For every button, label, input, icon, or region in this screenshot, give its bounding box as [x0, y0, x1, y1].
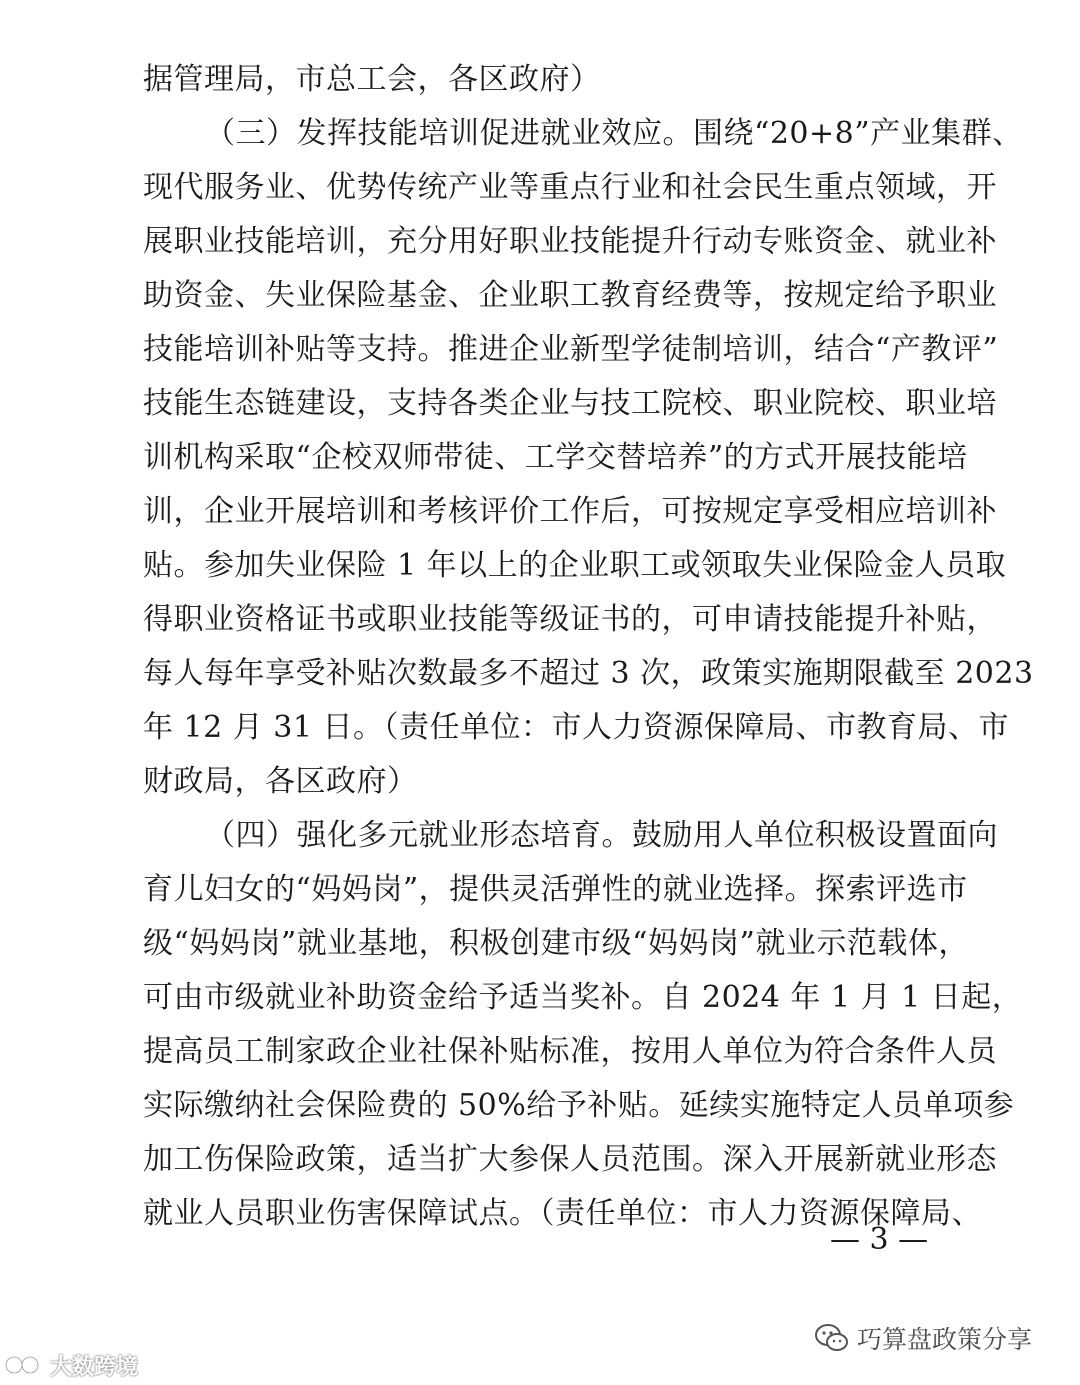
- wechat-icon: [815, 1323, 849, 1353]
- body-line: 贴。参加失业保险 1 年以上的企业职工或领取失业保险金人员取: [143, 548, 1007, 583]
- body-line: 得职业资格证书或职业技能等级证书的，可申请技能提升补贴，: [143, 602, 997, 637]
- watermark-text: 大数跨境: [50, 1354, 139, 1380]
- body-line: 展职业技能培训，充分用好职业技能提升行动专账资金、就业补: [143, 224, 997, 259]
- page-number: — 3 —: [830, 1222, 929, 1257]
- body-line: 现代服务业、优势传统产业等重点行业和社会民生重点领域，开: [143, 170, 997, 205]
- wechat-account-mark: [815, 1318, 1032, 1358]
- body-line: 助资金、失业保险基金、企业职工教育经费等，按规定给予职业: [143, 278, 997, 313]
- body-line: 提高员工制家政企业社保补贴标准，按用人单位为符合条件人员: [143, 1034, 997, 1069]
- body-line: 训机构采取“企校双师带徒、工学交替培养”的方式开展技能培: [143, 440, 968, 475]
- body-line: 加工伤保险政策，适当扩大参保人员范围。深入开展新就业形态: [143, 1142, 997, 1177]
- body-line: 技能生态链建设，支持各类企业与技工院校、职业院校、职业培: [143, 386, 997, 421]
- body-line: 每人每年享受补贴次数最多不超过 3 次，政策实施期限截至 2023: [143, 656, 1034, 691]
- body-line: 可由市级就业补助资金给予适当奖补。自 2024 年 1 月 1 日起，: [143, 980, 1023, 1015]
- watermark: [4, 1348, 138, 1382]
- body-line: 实际缴纳社会保险费的 50%给予补贴。延续实施特定人员单项参: [143, 1088, 1015, 1123]
- section-heading-line: （四）强化多元就业形态培育。鼓励用人单位积极设置面向: [205, 818, 998, 853]
- body-line: 据管理局，市总工会，各区政府）: [143, 62, 601, 97]
- body-line: 训，企业开展培训和考核评价工作后，可按规定享受相应培训补: [143, 494, 997, 529]
- body-line: 技能培训补贴等支持。推进企业新型学徒制培训，结合“产教评”: [143, 332, 999, 367]
- body-line: 级“妈妈岗”就业基地，积极创建市级“妈妈岗”就业示范载体，: [143, 926, 969, 961]
- brand-logo-icon: [4, 1352, 44, 1378]
- body-line: 就业人员职业伤害保障试点。（责任单位：市人力资源保障局、: [143, 1196, 982, 1231]
- body-line: 财政局，各区政府）: [143, 764, 418, 799]
- body-line: 育儿妇女的“妈妈岗”，提供灵活弹性的就业选择。探索评选市: [143, 872, 968, 907]
- section-heading-line: （三）发挥技能培训促进就业效应。围绕“20+8”产业集群、: [205, 116, 1023, 151]
- body-line: 年 12 月 31 日。（责任单位：市人力资源保障局、市教育局、市: [143, 710, 1009, 745]
- wechat-account-name: 巧算盘政策分享: [857, 1325, 1033, 1354]
